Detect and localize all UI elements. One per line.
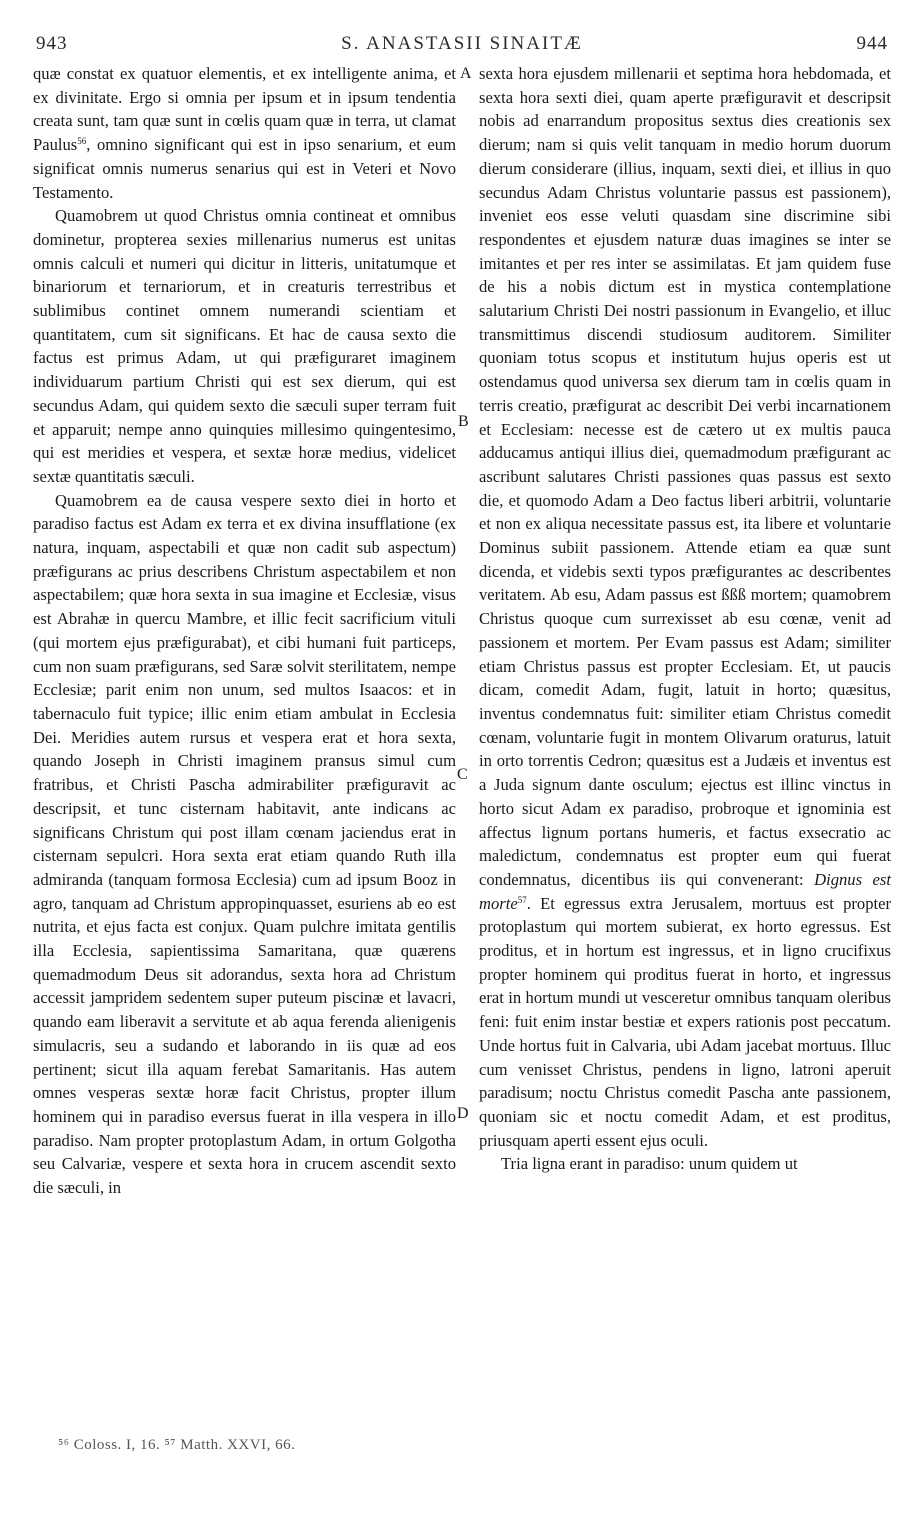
left-paragraph-3: Quamobrem ea de causa vespere sexto diei in horto et paradiso factus est Adam ex terra et ex divina insufflatione (ex natura, inquam, aspectabili et quæ non cadit sub aspectum) præfigurans ac prius describens Christum aspectabilem et non aspectabilem; quæ hora sexta in sua imagine et Ecclesiæ, visus est Abrahæ in quercu Mambre, et illic fecit sacrificium vituli (qui mortem ejus præfigurabat), et cibi humani fuit particeps, cum non suam præfigurans, sed Saræ solvit sterilitatem, nempe Ecclesiæ; parit enim non unum, sed multos Isaacos: et in tabernaculo fuit typice; illic enim etiam ambulat in Ecclesia Dei. Meridies autem rursus et vespera erat et hora sexta, quando Joseph in Christi imaginem pransus simul cum fratribus, et Christi Pascha admirabiliter præfiguravit ac descripsit, et tunc cisternam habitavit, ante indicans ac significans Christum qui post illam cœnam jaciendus erat in cisternam sepulcri. Hora sexta erat etiam quando Ruth illa admiranda (tanquam formosa Ecclesia) cum ad ipsum Booz in agro, tanquam ad Christum appropinquasset, esuriens ab eo est nutrita, et ejus facta est conjux. Quam pulchre imitata gentilis illa Ecclesia, sapientissima Samaritana, quæ quærens quemadmodum Deus sit adorandus, sexta hora ad Christum accessit jampridem sedentem super puteum piscinæ et lavacri, quando eam liberavit a servitute et ab aqua ferenda alienigenis simulacris, seu a sudando et laborando in iis quæ ad eos pertinent; sicut illa aquam ferebat Samaritanis. Has autem omnes vesperas sextæ horæ facit Christus, propter illum hominem qui in paradiso eversus fuerat in illa vespera in illo paradiso. Nam propter protoplastum Adam, in ortum Golgotha seu Calvariæ, vespere et sexta hora in crucem ascendit sexto die sæculi, in [33,490,456,1198]
page-number-left: 943 [36,33,68,54]
margin-letter-d: D [457,1105,469,1122]
footnote-ref-57: 57 [517,894,527,905]
glyph-ornament: ßßß [721,585,747,605]
right-p1-text: sexta hora ejusdem millenarii et septima hora hebdomada, et sexta hora sexti diei, quam aperte præfiguravit et descripsit nobis ad enarrandum propositus sextus dies creationis sex dierum; nam si quis velit tanquam in medio horum duorum dierum considerare (illius, inquam, sexti diei, et illius in quo secundus Adam Christus voluntarie passus est passionem), inveniet eos esse veluti quasdam sine discrimine sibi respondentes et ejusdem naturæ duas imagines se inter se imitantes et per res inter se assimilatas. Et jam quidem fuse de his a nobis dictum est in mystica contemplatione salutarium Christi Dei nostri passionum in Evangelio, et illuc transmittimus discendi studiosum auditorem. Similiter quoniam totus scopus et institutum hujus operis est ut ostendamus quod universa sex dierum tam in cœlis quam in terris creatio, præfigurat ac describit Dei verbi incarnationem et Ecclesiam: necesse est de cætero ut ex multis pauca adducamus antiqui illius diei, quemadmodum præfigurant ac ascribunt salutares Christi passiones quas passus est sexto die, et quomodo Adam a Deo factus liberi arbitrii, voluntarie et non ex aliqua necessitate passus est, ita libere et voluntarie Dominus subiit passionem. Attende etiam ea quæ sunt dicenda, et videbis sexti typos præfigurantes ac describentes veritatem. Ab esu, Adam passus est [479,64,891,605]
left-paragraph-2: Quamobrem ut quod Christus omnia contineat et omnibus dominetur, propterea sexies millenarius numerus est unitas omnis calculi et numeri qui dicitur in litteris, unitatumque et binariorum et ternariorum, et in creaturis terrestribus et sublimibus continet omnem numerandi scientiam et quantitatem, cum sit significans. Et hac de causa sexto die factus est primus Adam, ut qui præfiguraret imaginem individuarum partium Christi qui est sex dierum, qui est secundus Adam, qui quidem sexto die sæculi super terram fuit et apparuit; nempe anno quinquies millesimo quingentesimo, qui est meridies et vespera, et sextæ horæ medius, videlicet sextæ quantitatis sæculi. [33,206,456,486]
page-header [0,33,924,57]
left-p1-text: quæ constat ex quatuor elementis, et ex intelligente anima, et ex divinitate. Ergo si omnia per ipsum et in ipsum tendentia creata sunt, tam quæ sunt in cœlis quam quæ in terra, ut clamat Paulus [33,64,456,155]
running-title: S. ANASTASII SINAITÆ [341,33,583,54]
left-column [33,62,456,1200]
right-p1-tail: mortem; quamobrem Christus quoque cum surrexisset ab esu cœnæ, venit ad passionem et mortem. Per Evam passus est Adam; similiter etiam Christus passus est propter Ecclesiam. Et, ut paucis dicam, comedit Adam, fugit, latuit in horto; quæsitus, inventus condemnatus fuit: similiter etiam Christus comedit cœnam, voluntarie fugit in montem Olivarum oraturus, latuit in orto torrentis Cedron; quæsitus est a Judæis et inventus est a Juda signum dante osculum; ejectus est illinc vinctus in horto sicut Adam ex paradiso, probroque et ignominia est affectus lignum portans humeris, et factus exsecratio ac maledictum, condemnatus est propter eum qui fuerat condemnatus, dicentibus iis qui convenerant: [479,585,892,889]
right-p1-rest: . Et egressus extra Jerusalem, mortuus est propter protoplastum qui mortem subierat, ex horto egressus. Est proditus, et in hortum est ingressus, et in ligno crucifixus propter hominem qui proditus fuerat in horto, et ingressus erat in hortum mundi ut vesceretur omnibus tanquam oleribus feni: fuit enim instar bestiæ et expers rationis post peccatum. Unde hortus fuit in Calvaria, ubi Adam jacebat mortuus. Illuc cum venisset Christus, pendens in ligno, latroni aperuit paradisum; noctu Christus comedit Pascha ante passionem, quoniam sic et noctu comedit Adam, et est proditus, priusquam aperti essent ejus oculi. [479,893,891,1150]
right-column [479,62,891,1176]
margin-letter-b: B [458,413,469,430]
margin-letter-c: C [457,766,468,783]
quote-dignus: Dignus est morte [479,869,891,913]
footnotes: ⁵⁶ Coloss. I, 16. ⁵⁷ Matth. XXVI, 66. [58,1437,296,1453]
right-paragraph-1 [479,62,891,1152]
left-p1-end: , omnino significant qui est in ipso senarium, et eum significat omnis numerus senarius qui est in Veteri et Novo Testamento. [33,135,456,202]
margin-letter-a: A [460,65,472,82]
page-number-right: 944 [856,33,888,54]
footnote-ref-56: 56 [77,136,87,147]
left-paragraph-1 [33,62,456,204]
right-paragraph-2: Tria ligna erant in paradiso: unum quidem ut [501,1154,798,1174]
